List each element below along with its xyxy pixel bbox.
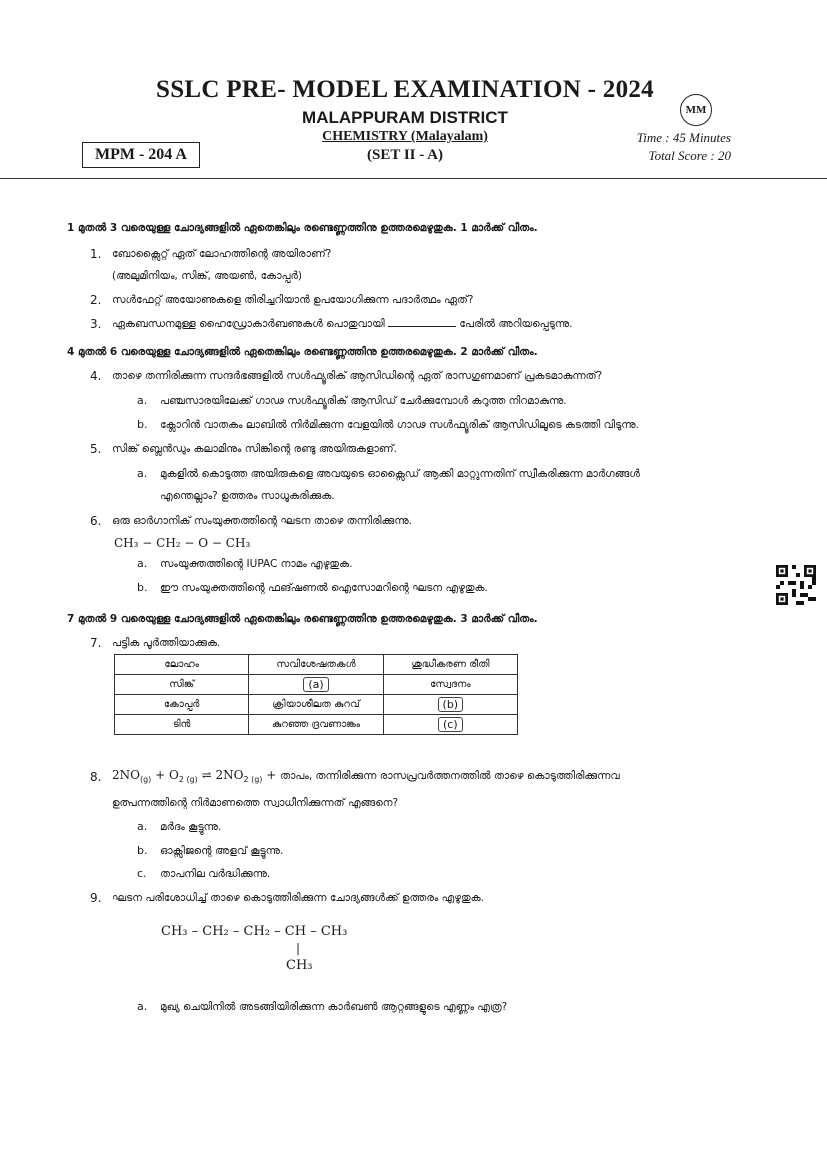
structural-formula: CH₃ − CH₂ − O − CH₃ [114, 536, 251, 550]
state-subscript: 2 (g) [243, 775, 263, 785]
table-cell: കുറഞ്ഞ ദ്രവണാങ്കം [249, 715, 383, 735]
subject-title: CHEMISTRY (Malayalam) [322, 129, 488, 144]
option-text: ക്ലോറിൻ വാതകം ലാബിൽ നിർമിക്കുന്ന വേളയിൽ ഗാഢ സൾഫ്യൂരിക് ആസിഡിലൂടെ കടത്തി വിടുന്നു. [160, 419, 639, 431]
answer-blank-marker: (b) [438, 697, 464, 712]
table-row [115, 715, 518, 735]
header-divider [0, 178, 827, 179]
option-text: താപനില വർദ്ധിക്കുന്നു. [160, 868, 271, 880]
option-text: ഓക്സിജന്റെ അളവ് കൂട്ടുന്നു. [160, 845, 284, 857]
option-label: a. [137, 557, 148, 570]
option-label: a. [137, 394, 148, 407]
table-header-row [115, 655, 518, 675]
set-label: (SET II - A) [367, 147, 443, 163]
qr-code-image [776, 565, 816, 605]
option-label: a. [137, 820, 148, 833]
bond-line: | [296, 941, 301, 955]
question-text: ഒരു ഓർഗാനിക് സംയുക്തത്തിന്റെ ഘടന താഴെ തന്നിരിക്കുന്നു. [112, 515, 412, 527]
section-heading-1: 1 മുതൽ 3 വരെയുള്ള ചോദ്യങ്ങളിൽ ഏതെങ്കിലും രണ്ടെണ്ണത്തിനു ഉത്തരമെഴുതുക. 1 മാർക്ക് വീതം. [67, 222, 538, 234]
fill-blank [388, 326, 456, 327]
answer-blank-marker: (a) [303, 677, 328, 692]
question-text: ഉത്പന്നത്തിന്റെ നിർമാണത്തെ സ്വാധീനിക്കുന്നത് എങ്ങനെ? [112, 797, 399, 809]
question-text [112, 318, 572, 331]
question-text: താഴെ തന്നിരിക്കുന്ന സന്ദർഭങ്ങളിൽ സൾഫ്യൂരിക് ആസിഡിന്റെ ഏത് രാസഗുണമാണ് പ്രകടമാകുന്നത്? [112, 370, 603, 382]
structural-formula-chain: CH₃ – CH₂ – CH₂ – CH – CH₃ [161, 924, 348, 939]
option-text: എന്തെല്ലാം? ഉത്തരം സാധൂകരിക്കുക. [160, 490, 335, 502]
option-text: ഈ സംയുക്തത്തിന്റെ ഫങ്ഷണൽ ഐസോമറിന്റെ ഘടന എഴുതുക. [160, 582, 488, 594]
question-number: 2. [90, 293, 102, 307]
table-cell: സിങ്ക് [115, 675, 249, 695]
total-score: Total Score : 20 [648, 148, 731, 163]
table-header-cell: സവിശേഷതകൾ [249, 655, 383, 675]
state-subscript: (g) [139, 775, 152, 785]
option-text: മുഖ്യ ചെയിനിൽ അടങ്ങിയിരിക്കുന്ന കാർബൺ ആറ്റങ്ങളുടെ എണ്ണം എത്ര? [160, 1001, 508, 1013]
exam-title: SSLC PRE- MODEL EXAMINATION - 2024 [156, 76, 654, 103]
table-header-cell: ശുദ്ധീകരണ രീതി [383, 655, 517, 675]
table-cell: ക്രിയാശീലത കുറവ് [249, 695, 383, 715]
paper-code: MPM - 204 A [82, 142, 200, 168]
option-label: a. [137, 1000, 148, 1013]
question-number: 7. [90, 636, 102, 650]
option-text: മർദം കൂട്ടുന്നു. [160, 821, 222, 833]
table-header-cell: ലോഹം [115, 655, 249, 675]
question-text-part: , തന്നിരിക്കുന്ന രാസപ്രവർത്തനത്തിൽ താഴെ കൊടുത്തിരിക്കുന്നവ [308, 770, 620, 782]
table-cell [249, 675, 383, 695]
completion-table [114, 654, 518, 735]
time-allowed: Time : 45 Minutes [636, 130, 731, 145]
question-number: 9. [90, 891, 102, 905]
question-number: 4. [90, 369, 102, 383]
question-number: 8. [90, 770, 102, 784]
question-number: 6. [90, 514, 102, 528]
question-hint: (അലുമിനിയം, സിങ്ക്, അയൺ, കോപ്പർ) [112, 270, 302, 282]
equation-term: + [262, 768, 281, 782]
answer-blank-marker: (c) [438, 717, 463, 732]
question-number: 3. [90, 317, 102, 331]
table-cell: ടിൻ [115, 715, 249, 735]
question-text: പട്ടിക പൂർത്തിയാക്കുക. [112, 637, 221, 649]
question-text: സൾഫേറ്റ് അയോണുകളെ തിരിച്ചറിയാൻ ഉപയോഗിക്കുന്ന പദാർത്ഥം ഏത്? [112, 294, 474, 306]
table-cell: സ്വേദനം [383, 675, 517, 695]
table-row [115, 675, 518, 695]
section-heading-2: 4 മുതൽ 6 വരെയുള്ള ചോദ്യങ്ങളിൽ ഏതെങ്കിലും രണ്ടെണ്ണത്തിനു ഉത്തരമെഴുതുക. 2 മാർക്ക് വീതം. [67, 346, 538, 358]
structural-formula-branch: CH₃ [286, 958, 313, 973]
table-cell [383, 695, 517, 715]
equation-term: + O [151, 768, 179, 782]
question-text: സിങ്ക് ബ്ലെൻഡും കലാമിനും സിങ്കിന്റെ രണ്ടു അയിരുകളാണ്. [112, 443, 397, 455]
question-number: 5. [90, 442, 102, 456]
option-label: b. [137, 844, 148, 857]
equation-term: ⇌ 2NO [197, 768, 244, 782]
option-text: സംയുക്തത്തിന്റെ IUPAC നാമം എഴുതുക. [160, 558, 353, 570]
equation-line [112, 768, 620, 784]
question-text: ഘടന പരിശോധിച്ച് താഴെ കൊടുത്തിരിക്കുന്ന ചോദ്യങ്ങൾക്ക് ഉത്തരം എഴുതുക. [112, 892, 484, 904]
option-label: a. [137, 467, 148, 480]
question-text-part: പേരിൽ അറിയപ്പെടുന്നു. [459, 318, 573, 330]
table-cell [383, 715, 517, 735]
question-text-part: ഏകബന്ധനമുള്ള ഹൈഡ്രോകാർബണുകൾ പൊതുവായി [112, 318, 385, 330]
district-name: MALAPPURAM DISTRICT [302, 108, 508, 127]
option-label: c. [137, 867, 147, 880]
option-label: b. [137, 581, 148, 594]
table-cell: കോപ്പർ [115, 695, 249, 715]
state-subscript: 2 (g) [178, 775, 198, 785]
option-text: പഞ്ചസാരയിലേക്ക് ഗാഢ സൾഫ്യൂരിക് ആസിഡ് ചേർക്കുമ്പോൾ കറുത്ത നിറമാകുന്നു. [160, 395, 567, 407]
option-label: b. [137, 418, 148, 431]
question-number: 1. [90, 247, 102, 261]
equation-heat: താപം [280, 770, 309, 782]
mm-badge: MM [680, 94, 712, 126]
equation-term: 2NO [112, 768, 140, 782]
section-heading-3: 7 മുതൽ 9 വരെയുള്ള ചോദ്യങ്ങളിൽ ഏതെങ്കിലും രണ്ടെണ്ണത്തിനു ഉത്തരമെഴുതുക. 3 മാർക്ക് വീതം. [67, 613, 538, 625]
table-row [115, 695, 518, 715]
question-text: ബോക്സൈറ്റ് ഏത് ലോഹത്തിന്റെ അയിരാണ്? [112, 248, 332, 260]
option-text: മുകളിൽ കൊടുത്ത അയിരുകളെ അവയുടെ ഓക്സൈഡ് ആക്കി മാറ്റുന്നതിന് സ്വീകരിക്കുന്ന മാർഗങ്ങൾ [160, 468, 640, 480]
